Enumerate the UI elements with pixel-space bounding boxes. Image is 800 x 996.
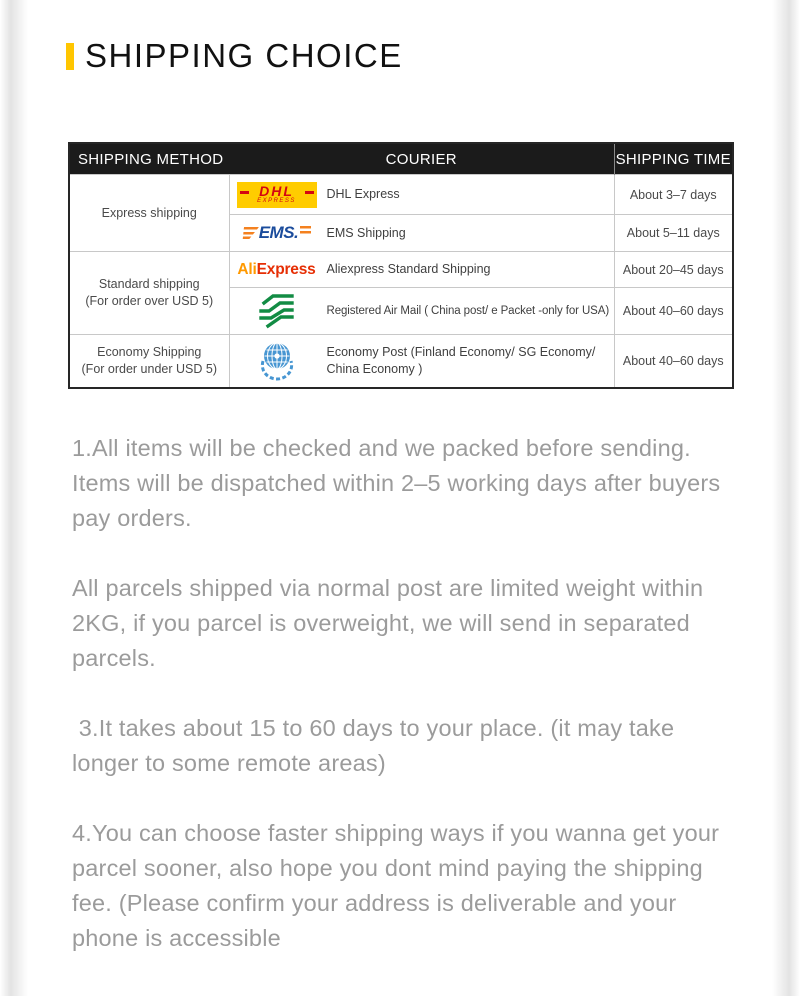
note-paragraph-4: 4.You can choose faster shipping ways if you wanna get your parcel sooner, also hope you dont mind paying the shipping fee. (Please confirm your address is deliverable and your phone is accessible: [72, 819, 720, 951]
courier-cell: [229, 215, 614, 252]
courier-label: Economy Post (Finland Economy/ SG Economy/ China Economy ): [326, 344, 596, 376]
dhl-logo-icon: DHL EXPRESS: [236, 182, 318, 208]
method-note: (For order over USD 5): [85, 294, 214, 308]
col-header-courier: COURIER: [229, 143, 614, 175]
method-label: Economy Shipping: [97, 344, 202, 359]
method-note: (For order under USD 5): [81, 361, 217, 376]
courier-label: Aliexpress Standard Shipping: [326, 262, 491, 276]
un-economy-post-logo-icon: [236, 339, 318, 383]
shipping-time-cell: About 5–11 days: [614, 215, 733, 252]
courier-label: Registered Air Mail ( China post/ e Packet -only for USA): [326, 304, 610, 317]
method-label: Standard shipping: [98, 277, 200, 291]
note-paragraph-1: 1.All items will be checked and we packed before sending. Items will be dispatched within 2–5 working days after buyers pay orders.: [72, 434, 721, 531]
table-row-dhl: [69, 175, 733, 215]
note-paragraph-2: All parcels shipped via normal post are limited weight within 2KG, if you parcel is overweight, we will send in separated parcels.: [72, 574, 704, 671]
col-header-shipping-time: SHIPPING TIME: [614, 143, 733, 175]
shipping-time-cell: About 40–60 days: [614, 335, 733, 388]
shipping-notes: [72, 431, 730, 956]
table-row-aliexpress: [69, 252, 733, 288]
table-row-economy-post: [69, 335, 733, 388]
courier-label: DHL Express: [326, 187, 400, 201]
aliexpress-logo-icon: AliExpress: [237, 260, 316, 278]
ems-logo-icon: EMS.: [236, 224, 318, 242]
courier-cell: [229, 288, 614, 335]
courier-cell: [229, 335, 614, 388]
courier-cell: [229, 252, 614, 288]
shipping-time-cell: About 3–7 days: [614, 175, 733, 215]
col-header-shipping-method: SHIPPING METHOD: [69, 143, 229, 175]
note-paragraph-3: 3.It takes about 15 to 60 days to your place. (it may take longer to some remote areas): [72, 714, 675, 776]
method-cell-economy: [69, 335, 229, 388]
courier-cell: [229, 175, 614, 215]
method-cell-express: [69, 175, 229, 252]
table-header-row: [69, 143, 733, 175]
page-title: SHIPPING CHOICE: [85, 37, 403, 74]
china-post-logo-icon: [236, 293, 318, 329]
section-header: [66, 38, 800, 74]
page-edge-shadow-left: [0, 0, 28, 996]
page-edge-shadow-right: [772, 0, 800, 996]
title-accent-bar: [66, 43, 74, 70]
method-label: Express shipping: [101, 205, 197, 220]
shipping-time-cell: About 20–45 days: [614, 252, 733, 288]
shipping-table: [68, 142, 734, 389]
courier-label: EMS Shipping: [326, 225, 406, 240]
shipping-time-cell: About 40–60 days: [614, 288, 733, 335]
method-cell-standard: [69, 252, 229, 335]
